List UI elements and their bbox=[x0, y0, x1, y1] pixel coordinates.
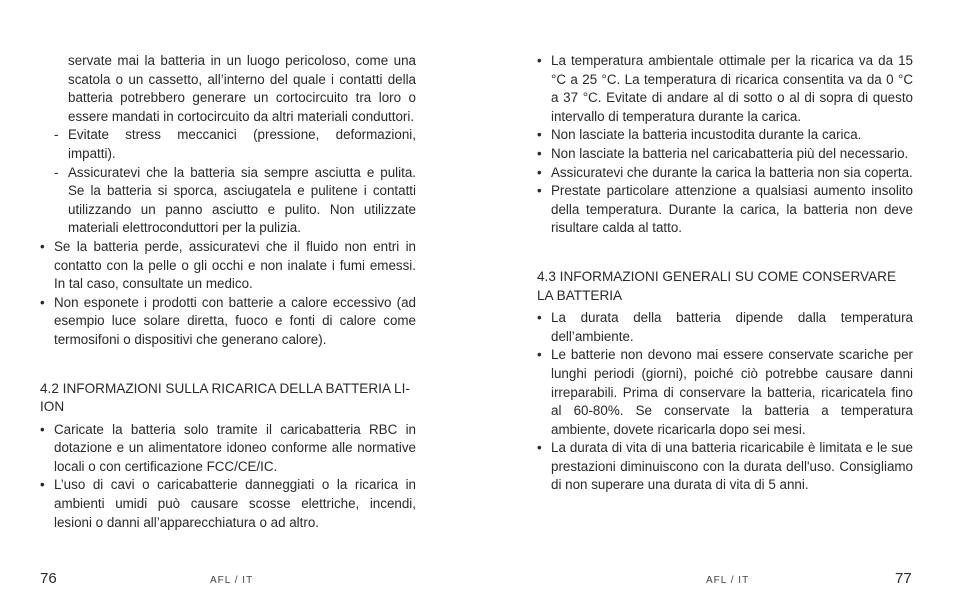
bullet-marker: • bbox=[537, 164, 542, 180]
continuation-paragraph: servate mai la batteria in un luogo pericoloso, come una scatola o un cassetto, all’interno del quale i contatti della batteria potrebbero generare un cortocircuito tra loro o essere mandati in cortocircuito da altri materiali conduttori. bbox=[68, 53, 416, 124]
footer-label-left: AFL / IT bbox=[210, 575, 254, 586]
bullet-text: Non esponete i prodotti con batterie a calore eccessivo (ad esempio luce solare diretta, fuoco e fonti di calore come termosifoni o dispositivi che generano calore). bbox=[54, 294, 416, 347]
bullet-text: La temperatura ambientale ottimale per la ricarica va da 15 °C a 25 °C. La temperatura di ricarica consentita va da 0 °C a 37 °C. Evitate di andare al di sotto o al di sopra di questo intervallo di temperatura durante la carica. bbox=[551, 53, 913, 124]
page-number-right: 77 bbox=[895, 570, 912, 587]
bullet-marker: • bbox=[537, 347, 542, 363]
bullet-text: La durata della batteria dipende dalla temperatura dell’ambiente. bbox=[551, 310, 913, 344]
left-column bbox=[40, 52, 416, 532]
bullet-item bbox=[537, 346, 913, 439]
bullet-marker: • bbox=[537, 183, 542, 199]
section-heading-4-3: 4.3 INFORMAZIONI GENERALI SU COME CONSERVARE LA BATTERIA bbox=[537, 268, 897, 303]
bullet-item bbox=[40, 476, 416, 532]
bullet-text: Non lasciate la batteria incustodita durante la carica. bbox=[551, 127, 862, 143]
dash-item bbox=[40, 164, 416, 238]
dash-item bbox=[40, 126, 416, 163]
section-gap bbox=[40, 350, 416, 380]
page-number-left: 76 bbox=[40, 570, 57, 587]
bullet-marker: • bbox=[537, 145, 542, 161]
bullet-text: Le batterie non devono mai essere conservate scariche per lunghi periodi (giorni), poiché ciò potrebbe causare danni irreparabili. Prima di conservare la batteria, ricaricatela fino al 60-80%. Se conservate la batteria a temperatura ambiente, dovete ricaricarla dopo sei mesi. bbox=[551, 347, 913, 437]
bullet-text: Se la batteria perde, assicuratevi che il fluido non entri in contatto con la pelle o gli occhi e non inalate i fumi emessi. In tal caso, consultate un medico. bbox=[54, 238, 416, 292]
dash-item-text: Assicuratevi che la batteria sia sempre asciutta e pulita. Se la batteria si sporca, asciugatela e pulitene i contatti utilizzando un panno asciutto e pulito. Non utilizzate materiali elettroconduttori per la pulizia. bbox=[68, 164, 416, 236]
dash-item-text: Evitate stress meccanici (pressione, deformazioni, impatti). bbox=[68, 127, 416, 161]
bullet-marker: • bbox=[40, 238, 45, 254]
bullet-text: L’uso di cavi o caricabatterie danneggiati o la ricarica in ambienti umidi può causare scosse elettriche, incendi, lesioni o danni all’apparecchiatura o ad altro. bbox=[54, 477, 416, 530]
bullet-marker: • bbox=[40, 421, 45, 437]
right-page bbox=[477, 0, 954, 614]
bullet-item bbox=[537, 126, 913, 145]
bullet-marker: • bbox=[40, 294, 45, 310]
bullet-text: Assicuratevi che durante la carica la batteria non sia coperta. bbox=[551, 164, 913, 180]
bullet-item bbox=[537, 145, 913, 164]
bullet-item bbox=[40, 421, 416, 477]
dash-marker: - bbox=[54, 164, 59, 180]
bullet-item bbox=[537, 439, 913, 495]
bullet-item bbox=[40, 238, 416, 294]
bullet-marker: • bbox=[40, 477, 45, 493]
bullet-marker: • bbox=[537, 440, 542, 456]
bullet-text: Prestate particolare attenzione a qualsiasi aumento insolito della temperatura. Durante la carica, la batteria non deve risultare calda al tatto. bbox=[551, 183, 913, 236]
bullet-marker: • bbox=[537, 53, 542, 68]
bullet-item bbox=[537, 164, 913, 183]
bullet-marker: • bbox=[537, 310, 542, 326]
right-column bbox=[537, 52, 913, 495]
bullet-item bbox=[537, 182, 913, 238]
section-heading-4-2: 4.2 INFORMAZIONI SULLA RICARICA DELLA BATTERIA LI-ION bbox=[40, 380, 410, 415]
bullet-item bbox=[40, 294, 416, 350]
footer-label-right: AFL / IT bbox=[706, 575, 750, 586]
bullet-text: La durata di vita di una batteria ricaricabile è limitata e le sue prestazioni diminuiscono con la durata dell'uso. Consigliamo di non superare una durata di vita di 5 anni. bbox=[551, 440, 913, 493]
section-gap bbox=[537, 238, 913, 268]
bullet-text: Non lasciate la batteria nel caricabatteria più del necessario. bbox=[551, 145, 909, 161]
dash-marker: - bbox=[54, 127, 59, 143]
bullet-item bbox=[537, 52, 913, 126]
bullet-marker: • bbox=[537, 127, 542, 143]
bullet-item bbox=[537, 309, 913, 346]
bullet-text: Caricate la batteria solo tramite il caricabatteria RBC in dotazione e un alimentatore idoneo conforme alle normative locali o con certificazione FCC/CE/IC. bbox=[54, 421, 416, 474]
